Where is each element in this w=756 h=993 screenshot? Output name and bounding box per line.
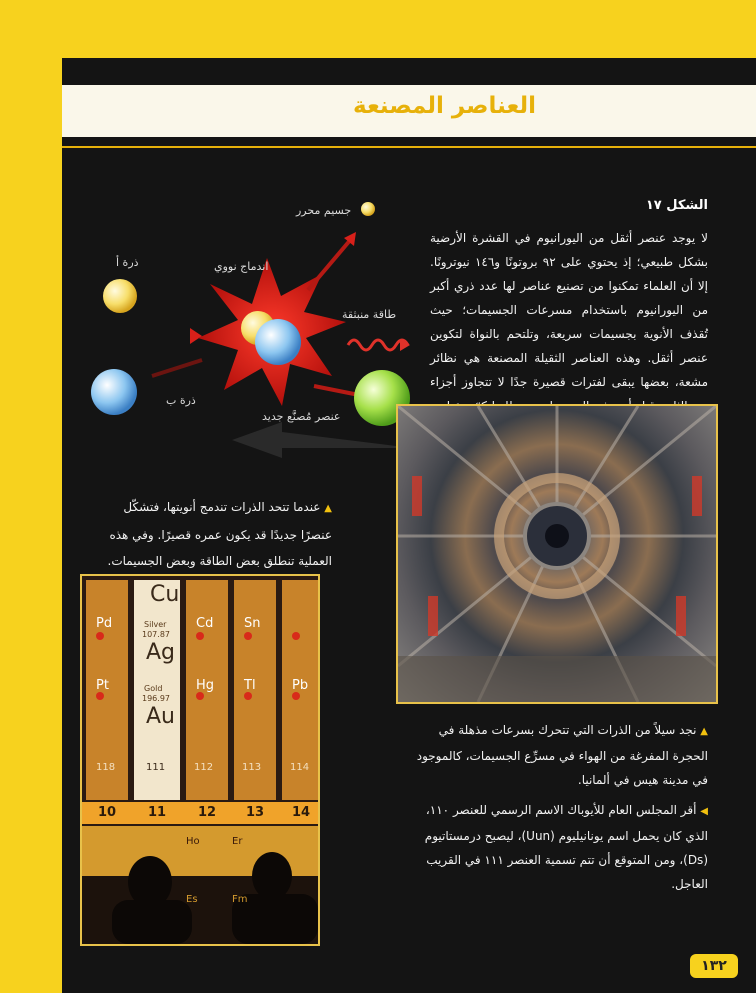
- page-title: العناصر المصنعة: [353, 93, 536, 119]
- label-free-particle: جسيم محرر: [296, 204, 352, 217]
- group-13: 13: [246, 805, 265, 820]
- label-released-energy: طاقة منبثقة: [342, 308, 397, 321]
- cell-fm: Fm: [232, 894, 248, 905]
- cell-cu: Cu: [150, 582, 180, 607]
- number-118: 118: [96, 762, 116, 773]
- cell-pt: Pt: [96, 678, 109, 693]
- cell-tl: Tl: [244, 678, 256, 693]
- title-bar: [62, 85, 756, 137]
- caption-collider: [408, 718, 708, 792]
- cell-er: Er: [232, 836, 243, 847]
- atom-b: [91, 369, 137, 415]
- caption-atoms-merge: [92, 494, 332, 574]
- periodic-table-graphic: [82, 576, 318, 944]
- label-fusion: اندماج نووي: [214, 260, 269, 273]
- triangle-bullet-icon: ▲: [700, 726, 708, 737]
- figure-label: الشكل ١٧: [645, 198, 708, 213]
- cell-ho: Ho: [186, 836, 200, 847]
- label-atom-a: ذرة أ: [116, 256, 139, 269]
- cell-pd: Pd: [96, 616, 113, 631]
- caption-atoms-merge-text: عندما تتحد الذرات تندمج أنويتها، فتشكّل عنصرًا جديدًا قد يكون عمره قصيرًا. وفي هذه العملية تنطلق بعض الطاقة وبعض الجسيمات.: [107, 500, 332, 568]
- triangle-bullet-icon: ▲: [324, 503, 332, 514]
- number-112: 112: [194, 762, 214, 773]
- caption-element-111-text: أقر المجلس العام للأيوباك الاسم الرسمي للعنصر ١١٠، الذي كان يحمل اسم يونانيليوم (Uun)، ليصبح درمستاتيوم (Ds)، ومن المتوقع أن تتم تسمية العنصر ١١١ في القريب العاجل.: [424, 803, 708, 891]
- cell-cd: Cd: [196, 616, 214, 631]
- cell-au-name: Gold: [144, 684, 163, 693]
- cell-ag-mass: 107.87: [142, 630, 170, 639]
- group-11: 11: [148, 805, 167, 820]
- number-111: 111: [146, 762, 166, 773]
- collider-photo-graphic: [398, 406, 716, 702]
- collider-photo: [396, 404, 718, 704]
- triangle-left-icon: ◀: [700, 806, 708, 817]
- page-panel: [62, 58, 756, 993]
- particle-arrow: [308, 238, 352, 290]
- fused-atom-b: [255, 319, 301, 365]
- cell-ag-name: Silver: [144, 620, 167, 629]
- energy-wave: [348, 340, 408, 350]
- caption-collider-text: نجد سيلاً من الذرات التي تتحرك بسرعات مذهلة في الحجرة المفرغة من الهواء في مسرِّع الجسيمات، كالموجود في مدينة هيس في ألمانيا.: [416, 723, 708, 787]
- atom-a: [103, 279, 137, 313]
- cell-es: Es: [186, 894, 198, 905]
- figure-paragraph: لا يوجد عنصر أثقل من اليورانيوم في القشرة الأرضية بشكل طبيعي؛ إذ يحتوي على ٩٢ بروتونًا و١٤٦ نيوترونًا. إلا أن العلماء تمكنوا من تصنيع عناصر لها عدد ذري أكبر من اليورانيوم باستخدام مسرعات الجسيمات؛ حيث تُقذف الأنوية بجسيمات سريعة، وتلتحم بالنواة لتكوين عنصر أثقل. وهذه العناصر الثقيلة المصنعة هي نظائر مشعة، بعضها يبقى لفترات قصيرة جدًا لا تتجاوز أجزاء: [430, 231, 709, 389]
- number-114: 114: [290, 762, 310, 773]
- cell-au: Au: [146, 704, 175, 729]
- number-113: 113: [242, 762, 262, 773]
- incoming-arrow-b: [152, 360, 202, 376]
- background-arrow: [232, 422, 412, 458]
- cell-au-mass: 196.97: [142, 694, 170, 703]
- caption-element-111: [408, 798, 708, 896]
- group-14: 14: [292, 805, 311, 820]
- cell-ag: Ag: [146, 640, 176, 665]
- free-particle-dot: [361, 202, 375, 216]
- page-number: ١٣٢: [690, 954, 738, 978]
- group-10: 10: [98, 805, 117, 820]
- cell-hg: Hg: [196, 678, 215, 693]
- cell-sn: Sn: [244, 616, 261, 631]
- label-atom-b: ذرة ب: [166, 394, 196, 407]
- cell-pb: Pb: [292, 678, 309, 693]
- group-12: 12: [198, 805, 217, 820]
- title-underline: [62, 146, 756, 148]
- label-new-element: عنصر مُصنَّع جديد: [262, 410, 341, 423]
- incoming-arrowhead-a: [190, 328, 202, 344]
- periodic-table-photo: [80, 574, 320, 946]
